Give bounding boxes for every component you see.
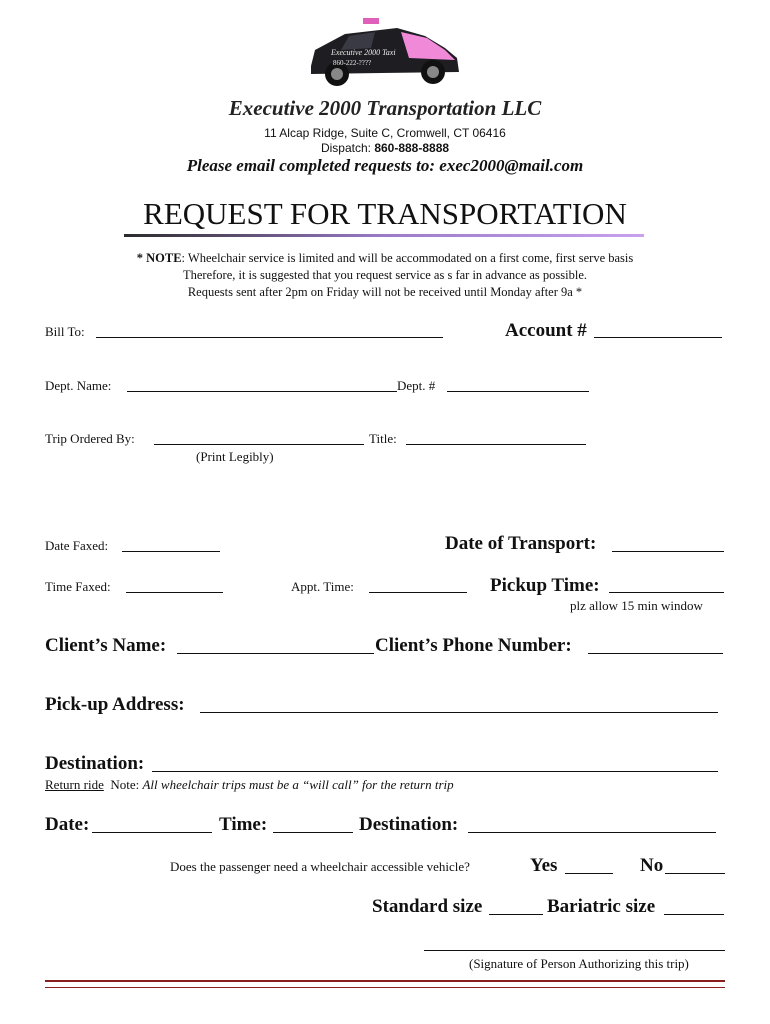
destination-input[interactable] xyxy=(152,757,718,772)
dispatch-label: Dispatch: xyxy=(320,141,371,155)
company-logo xyxy=(305,14,465,96)
wheelchair-question: Does the passenger need a wheelchair accessible vehicle? xyxy=(170,859,470,874)
return-ride-label: Return ride xyxy=(45,777,104,792)
note-text-1: : Wheelchair service is limited and will be accommodated on a first come, first serve basis xyxy=(181,251,634,265)
standard-size-label: Standard size xyxy=(372,896,483,917)
bill-to-label: Bill To: xyxy=(45,324,85,339)
date-faxed-input[interactable] xyxy=(122,537,220,552)
dept-number-input[interactable] xyxy=(447,377,589,392)
no-input[interactable] xyxy=(665,859,725,874)
destination-label: Destination: xyxy=(45,753,145,774)
note-label: * NOTE xyxy=(136,251,182,265)
trip-ordered-by-label: Trip Ordered By: xyxy=(45,431,135,446)
note-line-3: Requests sent after 2pm on Friday will not be received until Monday after 9a * xyxy=(187,285,583,299)
return-destination-label: Destination: xyxy=(359,814,459,835)
client-phone-label: Client’s Phone Number: xyxy=(375,635,572,656)
title-input[interactable] xyxy=(406,430,586,445)
return-time-label: Time: xyxy=(219,814,268,835)
dispatch-line xyxy=(0,141,770,155)
return-destination-input[interactable] xyxy=(468,818,716,833)
pickup-window-note: plz allow 15 min window xyxy=(570,598,703,613)
pickup-address-label: Pick-up Address: xyxy=(45,694,185,715)
dept-name-label: Dept. Name: xyxy=(45,378,112,393)
pickup-time-input[interactable] xyxy=(609,578,724,593)
account-label: Account # xyxy=(505,320,587,341)
time-faxed-input[interactable] xyxy=(126,578,223,593)
pickup-time-label: Pickup Time: xyxy=(490,575,600,596)
standard-size-input[interactable] xyxy=(489,900,543,915)
footer-rule xyxy=(45,980,725,988)
dispatch-phone: 860-888-8888 xyxy=(374,141,450,155)
trip-ordered-by-input[interactable] xyxy=(154,430,364,445)
appt-time-input[interactable] xyxy=(369,578,467,593)
return-time-input[interactable] xyxy=(273,818,353,833)
yes-input[interactable] xyxy=(565,859,613,874)
note-word: Note: xyxy=(110,777,140,792)
client-name-label: Client’s Name: xyxy=(45,635,167,656)
return-note-text: All wheelchair trips must be a “will call” for the return trip xyxy=(142,777,454,792)
date-of-transport-label: Date of Transport: xyxy=(445,533,597,554)
print-legibly-hint: (Print Legibly) xyxy=(196,449,274,464)
signature-input[interactable] xyxy=(424,936,725,951)
return-ride-note xyxy=(45,777,454,793)
car-door-phone: 860-222-???? xyxy=(333,59,372,67)
note-line-1 xyxy=(0,251,770,266)
bariatric-size-label: Bariatric size xyxy=(547,896,656,917)
date-faxed-label: Date Faxed: xyxy=(45,538,109,553)
signature-caption: (Signature of Person Authorizing this trip) xyxy=(469,956,689,971)
email-instructions: Please email completed requests to: exec2000@mail.com xyxy=(186,156,584,175)
note-line-2: Therefore, it is suggested that you request service as s far in advance as possible. xyxy=(182,268,588,282)
title-underline xyxy=(124,234,644,237)
return-date-label: Date: xyxy=(45,814,90,835)
account-input[interactable] xyxy=(594,323,722,338)
company-address: 11 Alcap Ridge, Suite C, Cromwell, CT 06416 xyxy=(264,126,506,140)
dept-name-input[interactable] xyxy=(127,377,397,392)
client-phone-input[interactable] xyxy=(588,639,723,654)
dept-number-label: Dept. # xyxy=(397,378,436,393)
client-name-input[interactable] xyxy=(177,639,374,654)
car-door-text: Executive 2000 Taxi xyxy=(331,48,396,57)
bill-to-input[interactable] xyxy=(96,323,443,338)
page-title: REQUEST FOR TRANSPORTATION xyxy=(143,196,627,231)
bariatric-size-input[interactable] xyxy=(664,900,724,915)
date-of-transport-input[interactable] xyxy=(612,537,724,552)
time-faxed-label: Time Faxed: xyxy=(45,579,111,594)
yes-label: Yes xyxy=(530,855,558,876)
pickup-address-input[interactable] xyxy=(200,698,718,713)
title-label: Title: xyxy=(369,431,397,446)
appt-time-label: Appt. Time: xyxy=(291,579,354,594)
company-name: Executive 2000 Transportation LLC xyxy=(228,96,542,120)
no-label: No xyxy=(640,855,664,876)
return-date-input[interactable] xyxy=(92,818,212,833)
